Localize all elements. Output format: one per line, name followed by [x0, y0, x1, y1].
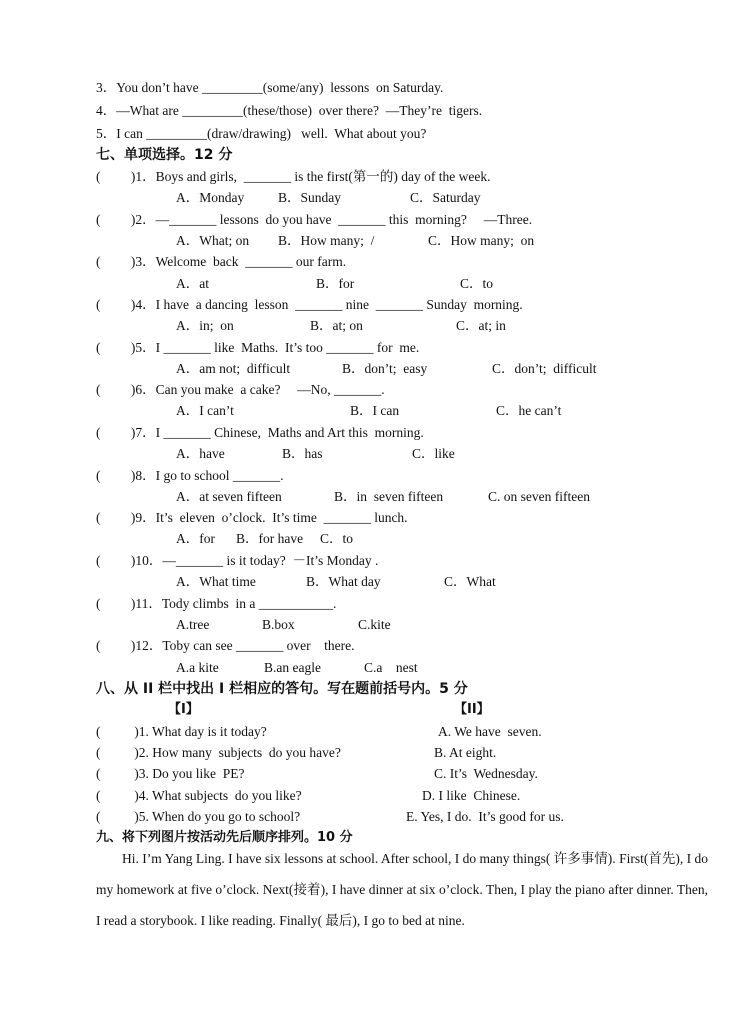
matching-question: ( )1. What day is it today?	[96, 724, 267, 739]
reading-passage: Hi. I’m Yang Ling. I have six lessons at school. After school, I do many things( 许多事情). First(首先), I do my homework at five o’clock. Next(接着), I have dinner at six o’clock. Then, I play the piano after dinner. Then, I read a storybook. I like reading. Finally( 最后), I go to bed at nine.	[96, 851, 708, 928]
option-b: B．I can	[350, 403, 400, 418]
question-stem: ( )7．I _______ Chinese, Maths and Art this morning.	[96, 425, 424, 440]
option-c: C．at; in	[456, 318, 506, 333]
question-stem: ( )1．Boys and girls, _______ is the first(第一的) day of the week.	[96, 169, 491, 184]
option-b: B．How many; /	[278, 233, 375, 248]
option-a: A．What time	[176, 574, 256, 589]
question-stem: ( )2．—_______ lessons do you have _______ this morning? —Three.	[96, 212, 533, 227]
option-b: B．for	[316, 276, 355, 291]
option-b: B．at; on	[310, 318, 363, 333]
option-a: A．in; on	[176, 318, 234, 333]
section-8-title: 八、从 II 栏中找出 I 栏相应的答句。写在题前括号内。5 分	[96, 681, 468, 697]
option-b: B．Sunday	[278, 190, 342, 205]
question-stem: ( )8．I go to school _______.	[96, 468, 284, 483]
section-7-title: 七、单项选择。12 分	[96, 147, 233, 163]
question-stem: ( )5．I _______ like Maths. It’s too _______ for me.	[96, 340, 420, 355]
option-b: B．has	[282, 446, 323, 461]
option-a: A．Monday	[176, 190, 245, 205]
option-b: B．What day	[306, 574, 381, 589]
option-a: A．have	[176, 446, 225, 461]
matching-answer: B. At eight.	[434, 745, 497, 760]
option-a: A．I can’t	[176, 403, 234, 418]
question-stem: ( )4．I have a dancing lesson _______ nine _______ Sunday morning.	[96, 297, 523, 312]
option-c: C.a nest	[364, 660, 418, 675]
fill-in-item-5: 5．I can _________(draw/drawing) well. What about you?	[96, 126, 427, 141]
option-c: C. on seven fifteen	[488, 489, 590, 504]
matching-answer: D. I like Chinese.	[422, 788, 521, 803]
matching-answer: E. Yes, I do. It’s good for us.	[406, 809, 564, 824]
matching-question: ( )5. When do you go to school?	[96, 809, 301, 824]
option-c: C．What	[444, 574, 496, 589]
question-stem: ( )10．—_______ is it today? －It’s Monday .	[96, 553, 379, 568]
option-c: C．don’t; difficult	[492, 361, 597, 376]
question-stem: ( )6．Can you make a cake? —No, _______.	[96, 382, 385, 397]
option-a: A．What; on	[176, 233, 250, 248]
option-b: B.an eagle	[264, 660, 321, 675]
option-b: B.box	[262, 617, 295, 632]
question-stem: ( )3．Welcome back _______ our farm.	[96, 254, 347, 269]
fill-in-item-4: 4．—What are _________(these/those) over there? —They’re tigers.	[96, 103, 483, 118]
matching-answer: C. It’s Wednesday.	[434, 766, 538, 781]
matching-question: ( )3. Do you like PE?	[96, 766, 245, 781]
matching-answer: A. We have seven.	[438, 724, 542, 739]
option-a: A.tree	[176, 617, 210, 632]
column-i-header: 【I】	[168, 702, 199, 717]
option-c: C．How many; on	[428, 233, 535, 248]
section-9-title: 九、将下列图片按活动先后顺序排列。10 分	[96, 830, 353, 845]
option-c: C．to	[460, 276, 494, 291]
question-stem: ( )11．Tody climbs in a ___________.	[96, 596, 337, 611]
option-b: B．for have	[236, 531, 304, 546]
option-b: B．don’t; easy	[342, 361, 428, 376]
option-a: A．at seven fifteen	[176, 489, 282, 504]
option-c: C．to	[320, 531, 354, 546]
option-a: A．am not; difficult	[176, 361, 291, 376]
matching-question: ( )2. How many subjects do you have?	[96, 745, 341, 760]
option-c: C．like	[412, 446, 455, 461]
column-ii-header: 【II】	[454, 702, 490, 717]
matching-question: ( )4. What subjects do you like?	[96, 788, 302, 803]
option-c: C．Saturday	[410, 190, 481, 205]
question-stem: ( )9．It’s eleven o’clock. It’s time _______ lunch.	[96, 510, 408, 525]
option-c: C.kite	[358, 617, 391, 632]
option-a: A.a kite	[176, 660, 219, 675]
fill-in-item-3: 3．You don’t have _________(some/any) lessons on Saturday.	[96, 80, 444, 95]
question-stem: ( )12．Toby can see _______ over there.	[96, 638, 355, 653]
option-a: A．at	[176, 276, 209, 291]
option-a: A．for	[176, 531, 215, 546]
option-b: B．in seven fifteen	[334, 489, 444, 504]
option-c: C．he can’t	[496, 403, 562, 418]
